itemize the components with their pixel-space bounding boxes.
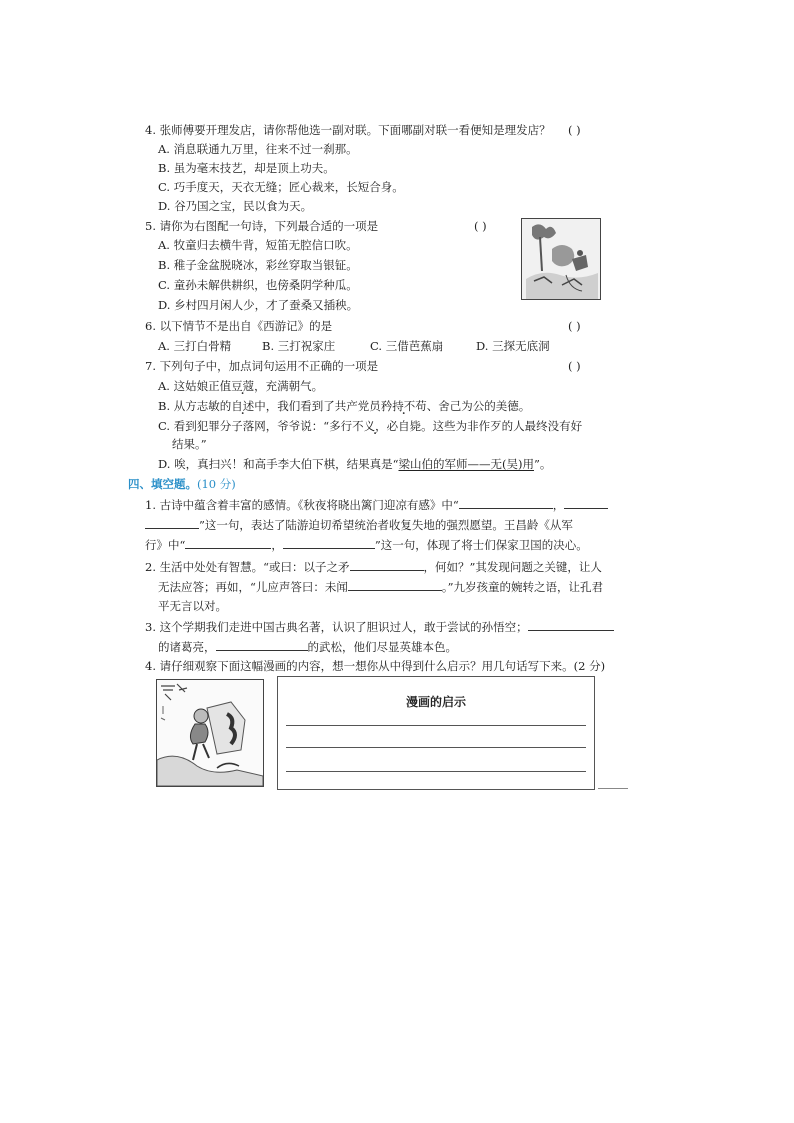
fill2-blank-2[interactable] (348, 578, 442, 591)
fill3-line2: 的诸葛亮， 的武松，他们尽显英雄本色。 (158, 640, 457, 654)
cartoon-drawing (157, 680, 263, 786)
q6-stem: 6. 以下情节不是出自《西游记》的是 (145, 319, 333, 333)
q6-option-a: A. 三打白骨精 (158, 339, 232, 353)
q4-answer-paren[interactable]: ( ) (568, 123, 581, 137)
q7-option-d: D. 唉，真扫兴！和高手李大伯下棋，结果真是“梁山伯的军师——无(吴)用”。 (158, 457, 552, 471)
cartoon-image (156, 679, 264, 787)
section-4-title: 四、填空题。(10 分) (128, 477, 236, 491)
fill1-blank-3[interactable] (185, 536, 271, 549)
writing-box-title: 漫画的启示 (405, 695, 466, 709)
q7-stem: 7. 下列句子中，加点词句运用不正确的一项是 (145, 359, 379, 373)
q4-option-a: A. 消息联通九万里，往来不过一刹那。 (158, 142, 358, 156)
q7-option-b: B. 从方志敏的自述中，我们看到了共产党员矜持不苟、舍己为公的美德。 (158, 399, 531, 413)
q5-stem: 5. 请你为右图配一句诗，下列最合适的一项是 (145, 219, 379, 233)
q7-option-a: A. 这姑娘正值豆蔻，充满朝气。 (158, 379, 324, 393)
q6-answer-paren[interactable]: ( ) (568, 319, 581, 333)
fill3-line1: 3. 这个学期我们走进中国古典名著，认识了胆识过人，敢于尝试的孙悟空； (145, 618, 614, 635)
q7-a-dotted-word: 豆蔻 (231, 379, 255, 393)
writing-line[interactable] (286, 747, 586, 748)
writing-line[interactable] (286, 725, 586, 726)
q7-c-dotted-word: 多行不义，必自毙 · (329, 419, 421, 433)
inspiration-writing-box (277, 676, 595, 790)
q4-stem: 4. 张师傅要开理发店，请你帮他选一副对联。下面哪副对联一看便知是理发店？ (145, 123, 551, 137)
fill4-stem: 4. 请仔细观察下面这幅漫画的内容，想一想你从中得到什么启示？用几句话写下来。(2 分) (145, 659, 606, 673)
fill1-blank-2b[interactable] (145, 516, 199, 529)
fill1-blank-2a[interactable] (564, 496, 608, 509)
q4-option-d: D. 谷乃国之宝，民以食为天。 (158, 199, 313, 213)
fill3-blank-1[interactable] (528, 618, 614, 631)
q5-option-a: A. 牧童归去横牛背，短笛无腔信口吹。 (158, 238, 358, 252)
q7-b-dotted-word-1: 自述 (231, 399, 255, 413)
q5-option-b: B. 稚子金盆脱晓冰，彩丝穿取当银钲。 (158, 258, 358, 272)
fill2-blank-1[interactable] (350, 558, 424, 571)
fill3-blank-2[interactable] (216, 638, 308, 651)
q6-option-b: B. 三打祝家庄 (262, 339, 336, 353)
q7-option-c: C. 看到犯罪分子落网，爷爷说：“多行不义，必自毙 ·。这些为非作歹的人最终没有好 (158, 418, 582, 434)
fill2-line3: 平无言以对。 (158, 599, 227, 613)
fill2-line1: 2. 生活中处处有智慧。“或曰：以子之矛 ，何如？”其发现问题之关键，让人 (145, 560, 602, 574)
q5-option-d: D. 乡村四月闲人少，才了蚕桑又插秧。 (158, 298, 359, 312)
q5-option-c: C. 童孙未解供耕织，也傍桑阴学种瓜。 (158, 278, 358, 292)
fill2-line2: 无法应答；再如，“儿应声答曰：未闻 。”九岁孩童的婉转之语，让孔君 (158, 580, 604, 594)
writing-line[interactable] (286, 771, 586, 772)
fill1-line3: 行》中“ ， ”这一句，体现了将士们保家卫国的决心。 (145, 538, 588, 552)
q7-answer-paren[interactable]: ( ) (568, 359, 581, 373)
q7-b-dotted-word-2: 矜持不苟 (380, 399, 427, 413)
q4-option-c: C. 巧手度天，天衣无缝；匠心裁来，长短合身。 (158, 180, 404, 194)
q6-option-d: D. 三探无底洞 (476, 339, 550, 353)
q7-d-underlined-phrase: 梁山伯的军师——无(吴)用 (398, 457, 534, 471)
page-edge-mark (598, 788, 628, 789)
fill1-line2: ”这一句，表达了陆游迫切希望统治者收复失地的强烈愿望。王昌龄《从军 (145, 516, 573, 533)
q5-answer-paren[interactable]: ( ) (474, 219, 487, 233)
q4-option-b: B. 虽为毫末技艺，却是顶上功夫。 (158, 161, 335, 175)
fill1-blank-4[interactable] (283, 536, 375, 549)
pastoral-scene-image (522, 219, 600, 299)
q7-option-c-continued: 结果。” (172, 437, 207, 451)
q5-illustration (521, 218, 601, 300)
q6-option-c: C. 三借芭蕉扇 (370, 339, 444, 353)
fill1-blank-1[interactable] (459, 496, 553, 509)
fill1-line1: 1. 古诗中蕴含着丰富的感情。《秋夜将晓出篱门迎凉有感》中“ ， (145, 496, 608, 513)
